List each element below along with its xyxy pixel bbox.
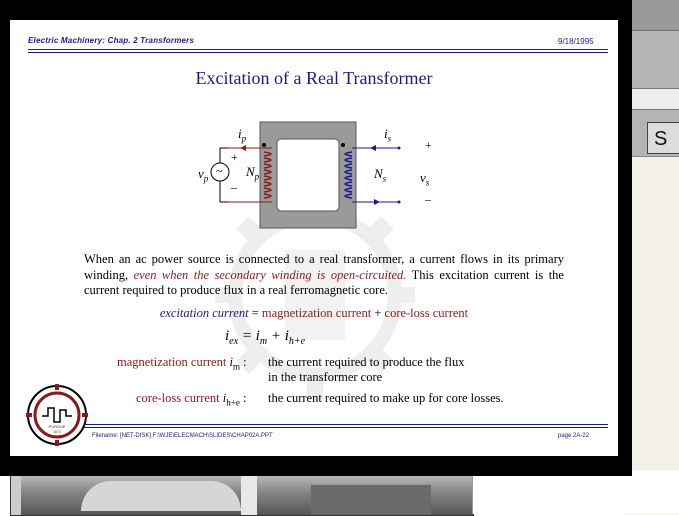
transformer-diagram bbox=[180, 120, 440, 232]
background-pane bbox=[625, 156, 679, 515]
slide-title: Excitation of a Real Transformer bbox=[195, 68, 433, 88]
background-titlebar bbox=[625, 0, 679, 31]
definition-magnetization-text: the current required to produce the flux bbox=[268, 355, 465, 369]
footer-filename: Filename: [NET-DISK] F:\WJE\ELECMACH\SLIDES\CHAP02A.PPT bbox=[92, 433, 273, 439]
label-np: $N_p$ bbox=[246, 164, 260, 182]
header-rule bbox=[28, 49, 608, 50]
background-button[interactable]: S bbox=[647, 122, 679, 154]
ac-source-symbol: ~ bbox=[216, 164, 223, 178]
footer-rule-2 bbox=[84, 427, 608, 428]
svg-text:1874: 1874 bbox=[53, 430, 61, 434]
equation-words: excitation current = magnetization current + core-loss current bbox=[159, 306, 469, 320]
definition-magnetization-text-2: in the transformer core bbox=[268, 370, 383, 384]
background-input-strip[interactable] bbox=[625, 88, 679, 110]
primary-minus: – bbox=[231, 180, 237, 194]
header-rule-2 bbox=[28, 52, 608, 53]
secondary-plus: + bbox=[425, 138, 432, 152]
label-vp: $v_p$ bbox=[198, 166, 209, 184]
body-paragraph: When an ac power source is connected to a real transformer, a current flows in its primary winding, even when the secondary winding is open-circuited. This excitation current is the current required to produce flux in a real ferromagnetic core. bbox=[84, 252, 564, 297]
slide-header-date: 9/18/1995 bbox=[558, 37, 594, 46]
purdue-logo-icon bbox=[26, 384, 88, 446]
definition-core-loss-text: the current required to make up for core losses. bbox=[268, 391, 504, 405]
background-window bbox=[625, 0, 679, 514]
label-vs: $v_s$ bbox=[420, 170, 430, 188]
label-ip: $i_p$ bbox=[238, 126, 247, 144]
footer-page: page 2A-22 bbox=[558, 433, 590, 439]
primary-plus: + bbox=[231, 150, 238, 164]
svg-text:PURDUE: PURDUE bbox=[48, 424, 66, 429]
slide bbox=[10, 20, 618, 456]
footer-rule bbox=[84, 424, 608, 425]
definition-core-loss: core-loss current $i_{h+e}$ : bbox=[136, 391, 247, 408]
definition-magnetization: magnetization current $i_m$ : bbox=[117, 355, 247, 372]
label-ns: $N_s$ bbox=[374, 166, 387, 184]
label-is: $i_s$ bbox=[384, 126, 392, 144]
background-photo bbox=[10, 474, 474, 516]
background-panel bbox=[472, 474, 679, 514]
slide-header-title: Electric Machinery: Chap. 2 Transformers bbox=[28, 36, 195, 45]
secondary-minus: – bbox=[425, 192, 431, 206]
equation-symbols: $i_{ex} = i_m + i_{h+e}$ bbox=[225, 328, 306, 347]
